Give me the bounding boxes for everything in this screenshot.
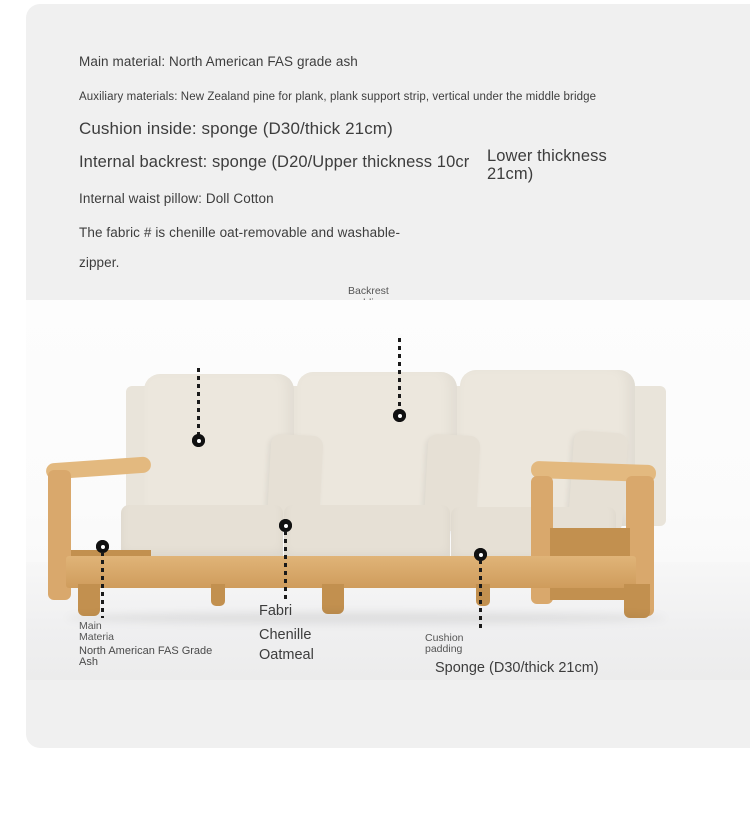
- annotation-backrest-label-line1: Backrest: [348, 285, 389, 297]
- leader-line-backrest: [398, 338, 401, 412]
- leader-line-lumbar: [197, 368, 200, 436]
- sofa-front-apron: [66, 556, 636, 588]
- spec-card: [26, 4, 750, 748]
- spec-internal-waist-pillow: Internal waist pillow: Doll Cotton: [79, 191, 274, 206]
- annotation-fabric-label: Fabri: [259, 603, 293, 619]
- sofa-seat-cushion-center: [284, 505, 450, 563]
- spec-internal-backrest-overlay-line2: 21cm): [487, 165, 534, 183]
- spec-fabric-line2: zipper.: [79, 255, 120, 270]
- spec-fabric-line1: The fabric # is chenille oat-removable and washable-: [79, 225, 401, 240]
- sofa-leg-mid-left: [211, 584, 225, 606]
- spec-internal-backrest-overlay-line1: Lower thickness: [487, 147, 607, 165]
- annotation-cushion-label-line2: padding: [425, 643, 463, 655]
- sofa-leg-front-right: [624, 584, 650, 618]
- spec-main-material: Main material: North American FAS grade ash: [79, 54, 358, 69]
- annotation-fabric-value-line1: Chenille: [259, 627, 312, 643]
- sofa-ground-shadow: [66, 612, 666, 624]
- annotation-main-material-value-line2: Ash: [79, 656, 98, 668]
- annotation-cushion-label-line1: Cushion: [425, 632, 464, 644]
- marker-lumbar-pillow[interactable]: [192, 434, 205, 447]
- annotation-fabric-value-line2: Oatmeal: [259, 647, 314, 663]
- annotation-main-material-value-line1: North American FAS Grade: [79, 645, 213, 657]
- spec-cushion-inside: Cushion inside: sponge (D30/thick 21cm): [79, 119, 393, 138]
- sofa-product-photo: [26, 300, 750, 680]
- annotation-cushion-value: Sponge (D30/thick 21cm): [435, 660, 599, 676]
- spec-auxiliary-materials: Auxiliary materials: New Zealand pine for plank, plank support strip, vertical under the middle bridge: [79, 91, 597, 103]
- sofa-leg-front-left: [78, 584, 100, 616]
- spec-internal-backrest: Internal backrest: sponge (D20/Upper thickness 10cr: [79, 153, 470, 171]
- leader-line-main-material: [101, 552, 104, 618]
- leader-line-fabric: [284, 531, 287, 603]
- marker-backrest-padding[interactable]: [393, 409, 406, 422]
- annotation-main-material-label-line2: Materia: [79, 631, 115, 643]
- sofa-leg-center: [322, 584, 344, 614]
- annotation-main-material-label-line1: Main: [79, 620, 102, 632]
- leader-line-cushion-padding: [479, 560, 482, 632]
